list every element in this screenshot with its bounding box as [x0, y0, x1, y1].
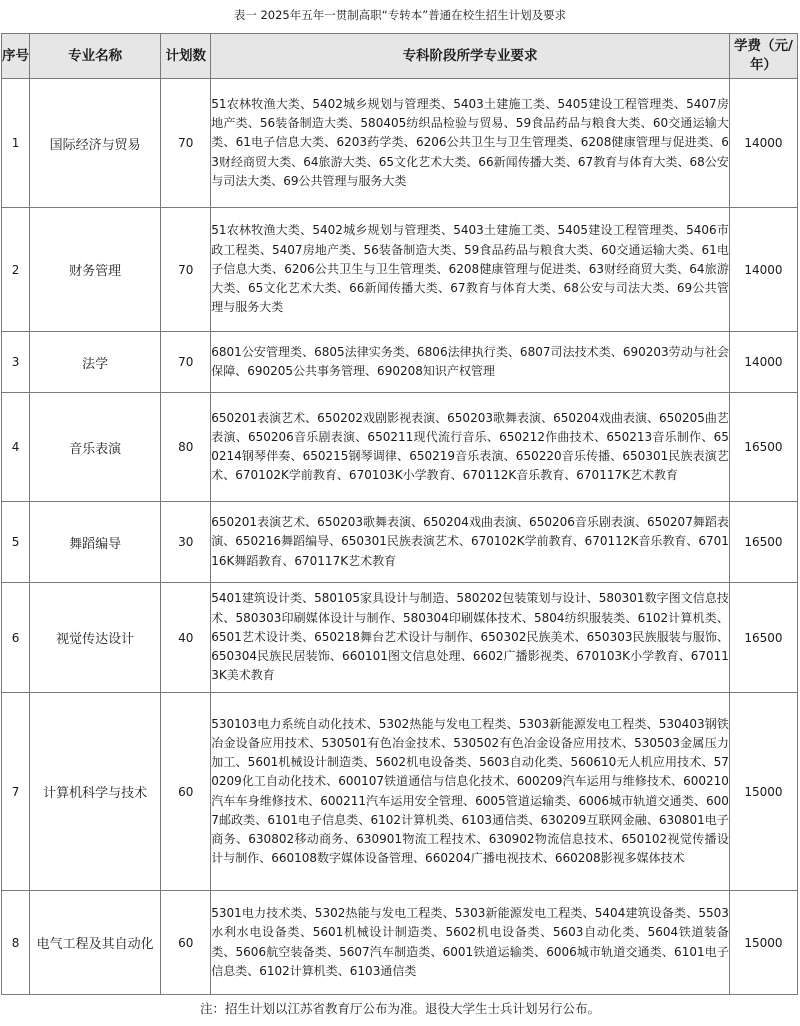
row-plan-count: 60 — [161, 693, 211, 891]
row-major-name: 国际经济与贸易 — [30, 79, 161, 208]
row-no: 3 — [2, 332, 30, 393]
row-no: 1 — [2, 79, 30, 208]
row-tuition: 16500 — [729, 502, 797, 583]
row-tuition: 16500 — [729, 583, 797, 693]
row-no: 4 — [2, 393, 30, 502]
row-requirements: 650201表演艺术、650202戏剧影视表演、650203歌舞表演、650204戏曲表演、650205曲艺表演、650206音乐剧表演、650211现代流行音乐、650212作曲技术、650213音乐制作、650214钢琴伴奏、650215钢琴调律、650219音乐表演、650220音乐传播、650301民族表演艺术、670102K学前教育、670103K小学教育、670112K音乐教育、670117K艺术教育 — [211, 393, 730, 502]
row-requirements: 5401建筑设计类、580105家具设计与制造、580202包装策划与设计、580301数字图文信息技术、580303印刷媒体设计与制作、580304印刷媒体技术、5804纺织服装类、6102计算机类、6501艺术设计类、650218舞台艺术设计与制作、650302民族美术、650303民族服装与服饰、650304民族民居装饰、660101图文信息处理、6602广播影视类、670103K小学教育、670113K美术教育 — [211, 583, 730, 693]
row-requirements: 5301电力技术类、5302热能与发电工程类、5303新能源发电工程类、5404建筑设备类、5503水利水电设备类、5601机械设计制造类、5602机电设备类、5603自动化类、5604铁道装备类、5606航空装备类、5607汽车制造类、6001铁道运输类、6006城市轨道交通类、6101电子信息类、6102计算机类、6103通信类 — [211, 891, 730, 995]
footnote: 注：招生计划以江苏省教育厅公布为准。退役大学生士兵计划另行公布。 — [199, 1001, 600, 1016]
row-no: 5 — [2, 502, 30, 583]
row-plan-count: 70 — [161, 79, 211, 208]
header-major-name: 专业名称 — [30, 34, 161, 79]
header-no: 序号 — [2, 34, 30, 79]
row-major-name: 财务管理 — [30, 208, 161, 332]
row-requirements: 51农林牧渔大类、5402城乡规划与管理类、5403土建施工类、5405建设工程管理类、5406市政工程类、5407房地产类、56装备制造大类、59食品药品与粮食大类、60交通运输大类、61电子信息大类、6206公共卫生与卫生管理类、6208健康管理与促进类、63财经商贸大类、64旅游大类、65文化艺术大类、66新闻传播大类、67教育与体育大类、68公安与司法大类、69公共管理与服务大类 — [211, 208, 730, 332]
table-body — [2, 79, 798, 995]
row-no: 7 — [2, 693, 30, 891]
row-major-name: 舞蹈编导 — [30, 502, 161, 583]
row-plan-count: 80 — [161, 393, 211, 502]
header-tuition: 学费（元/年） — [729, 34, 797, 79]
row-requirements: 650201表演艺术、650203歌舞表演、650204戏曲表演、650206音乐剧表演、650207舞蹈表演、650216舞蹈编导、650301民族表演艺术、670102K学前教育、670112K音乐教育、670116K舞蹈教育、670117K艺术教育 — [211, 502, 730, 583]
row-tuition: 15000 — [729, 891, 797, 995]
table-row — [2, 208, 798, 332]
row-major-name: 法学 — [30, 332, 161, 393]
row-no: 6 — [2, 583, 30, 693]
row-tuition: 15000 — [729, 693, 797, 891]
row-plan-count: 70 — [161, 208, 211, 332]
row-tuition: 14000 — [729, 208, 797, 332]
table-row — [2, 583, 798, 693]
row-major-name: 计算机科学与技术 — [30, 693, 161, 891]
header-requirements: 专科阶段所学专业要求 — [211, 34, 730, 79]
row-requirements: 51农林牧渔大类、5402城乡规划与管理类、5403土建施工类、5405建设工程管理类、5407房地产类、56装备制造大类、580405纺织品检验与贸易、59食品药品与粮食大类、60交通运输大类、61电子信息大类、6203药学类、6206公共卫生与卫生管理类、6208健康管理与促进类、63财经商贸大类、64旅游大类、65文化艺术大类、66新闻传播大类、67教育与体育大类、68公安与司法大类、69公共管理与服务大类 — [211, 79, 730, 208]
row-requirements: 530103电力系统自动化技术、5302热能与发电工程类、5303新能源发电工程类、530403钢铁冶金设备应用技术、530501有色冶金技术、530502有色冶金设备应用技术、530503金属压力加工、5601机械设计制造类、5602机电设备类、5603自动化类、560610无人机应用技术、570209化工自动化技术、600107铁道通信与信息化技术、600209汽车运用与维修技术、600210汽车车身维修技术、600211汽车运用安全管理、6005管道运输类、6006城市轨道交通类、6007邮政类、6101电子信息类、6102计算机类、6103通信类、630209互联网金融、630801电子商务、630802移动商务、630901物流工程技术、630902物流信息技术、650102视觉传播设计与制作、660108数字媒体设备管理、660204广播电视技术、660208影视多媒体技术 — [211, 693, 730, 891]
table-row — [2, 393, 798, 502]
table-header — [2, 34, 798, 79]
table-row — [2, 79, 798, 208]
row-tuition: 14000 — [729, 332, 797, 393]
row-plan-count: 70 — [161, 332, 211, 393]
table-row — [2, 502, 798, 583]
enrollment-plan-table — [1, 33, 798, 995]
header-row — [2, 34, 798, 79]
table-row — [2, 332, 798, 393]
table-row — [2, 891, 798, 995]
row-plan-count: 60 — [161, 891, 211, 995]
row-requirements: 6801公安管理类、6805法律实务类、6806法律执行类、6807司法技术类、690203劳动与社会保障、690205公共事务管理、690208知识产权管理 — [211, 332, 730, 393]
row-plan-count: 30 — [161, 502, 211, 583]
row-major-name: 音乐表演 — [30, 393, 161, 502]
table-title: 表一 2025年五年一贯制高职“专转本”普通在校生招生计划及要求 — [233, 8, 567, 22]
row-major-name: 视觉传达设计 — [30, 583, 161, 693]
row-tuition: 14000 — [729, 79, 797, 208]
row-no: 2 — [2, 208, 30, 332]
row-major-name: 电气工程及其自动化 — [30, 891, 161, 995]
row-no: 8 — [2, 891, 30, 995]
row-tuition: 16500 — [729, 393, 797, 502]
header-plan-count: 计划数 — [161, 34, 211, 79]
table-row — [2, 693, 798, 891]
row-plan-count: 40 — [161, 583, 211, 693]
